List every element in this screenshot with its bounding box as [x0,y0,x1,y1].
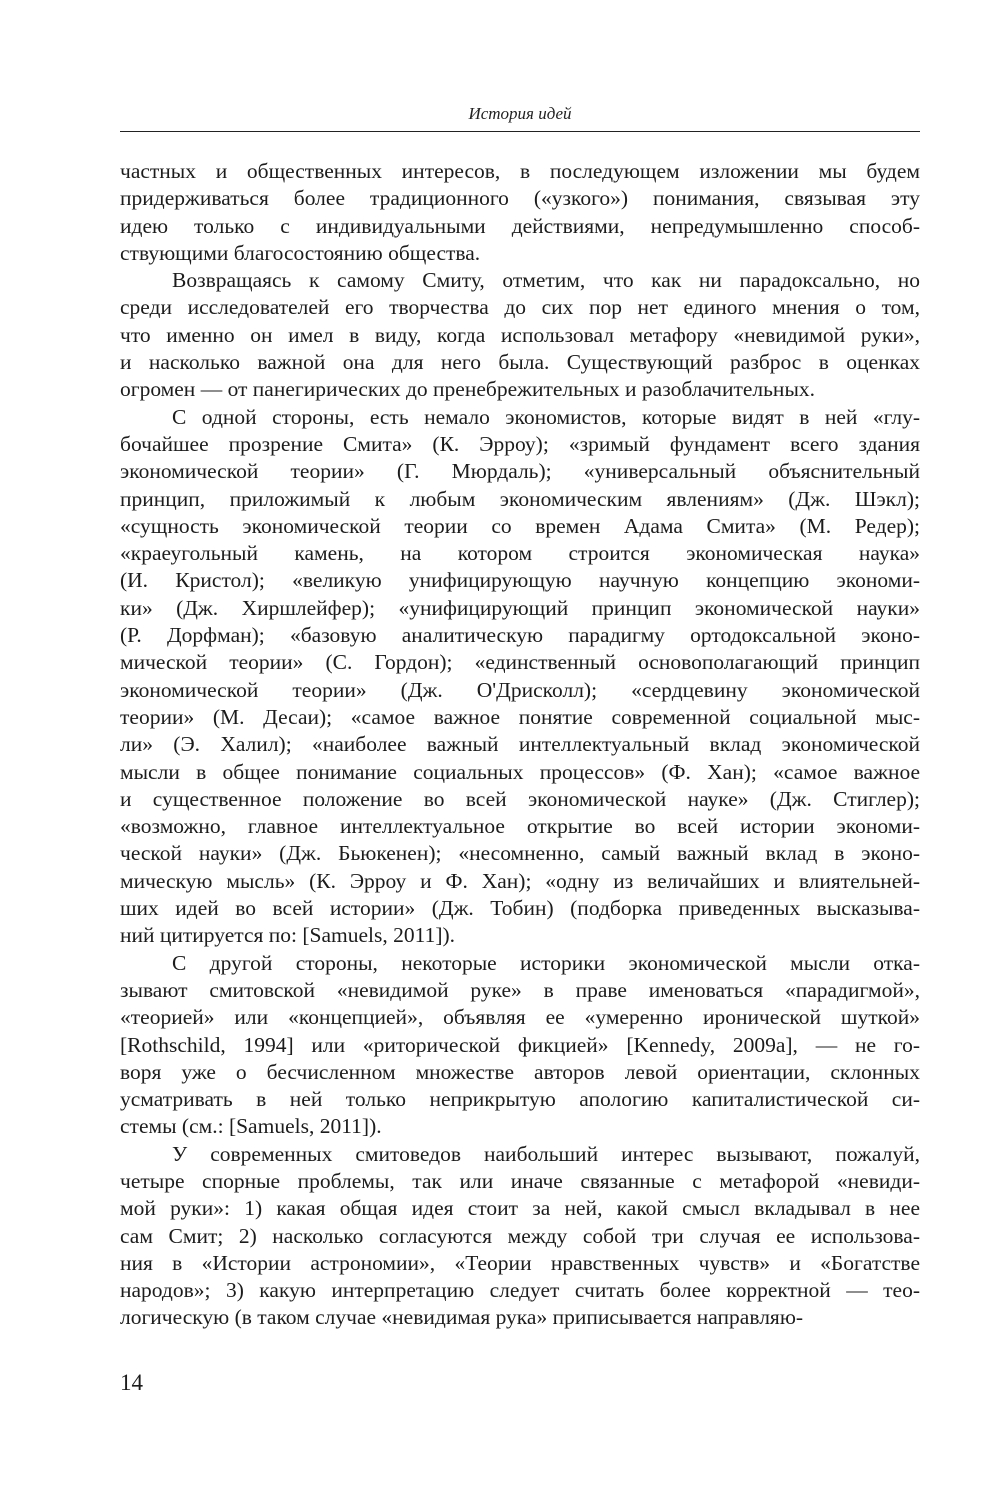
paragraph [120,267,920,403]
text-line: ли» (Э. Халил); «наиболее важный интеллектуальный вклад экономической [120,732,920,757]
text-line: [Rothschild, 1994] или «риторической фикцией» [Kennedy, 2009a], — не го- [120,1032,920,1057]
text-line: ний цитируется по: [Samuels, 2011]). [120,923,456,948]
text-line: (И. Кристол); «великую унифицирующую научную концепцию экономи- [120,568,920,593]
text-line: (Р. Дорфман); «базовую аналитическую парадигму ортодоксальной эконо- [120,623,920,648]
text-line: У современных смитоведов наибольший интерес вызывают, пожалуй, [172,1141,920,1166]
text-line: «возможно, главное интеллектуальное открытие во всей истории экономи- [120,814,920,839]
text-line: «сущность экономической теории со времен Адама Смита» (М. Редер); [120,513,920,538]
text-line: мическую мысль» (К. Эрроу и Ф. Хан); «одну из величайших и влиятельней- [120,868,920,893]
text-line: логическую (в таком случае «невидимая рука» приписывается направляю- [120,1305,804,1330]
text-line: мической теории» (С. Гордон); «единственный основополагающий принцип [120,650,920,675]
text-line: принцип, приложимый к любым экономическим явлениям» (Дж. Шэкл); [120,486,920,511]
text-line: сам Смит; 2) насколько согласуются между собой три случая ее использова- [120,1223,920,1248]
text-line: мой руки»: 1) какая общая идея стоит за ней, какой смысл вкладывал в нее [120,1196,920,1221]
text-line: частных и общественных интересов, в последующем изложении мы будем [120,159,920,183]
text-line: С одной стороны, есть немало экономистов, которые видят в ней «глу- [172,404,920,429]
text-line: усматривать в ней только неприкрытую апологию капиталистической си- [120,1087,920,1112]
text-line: придерживаться более традиционного («узкого») понимания, связывая эту [120,186,920,211]
text-line: ки» (Дж. Хиршлейфер); «унифицирующий принцип экономической науки» [120,595,920,620]
body-text [120,158,920,1332]
page-number: 14 [120,1370,143,1395]
text-line: и существенное положение во всей экономической науке» (Дж. Стиглер); [120,786,920,811]
text-line: ших идей во всей истории» (Дж. Тобин) (подборка приведенных высказыва- [120,896,920,921]
text-line: Возвращаясь к самому Смиту, отметим, что как ни парадоксально, но [172,268,920,293]
text-line: огромен — от панегирических до пренебрежительных и разоблачительных. [120,377,816,402]
paragraph [120,404,920,950]
text-line: стемы (см.: [Samuels, 2011]). [120,1114,382,1139]
paragraph [120,950,920,1141]
text-line: ствующими благосостоянию общества. [120,240,481,265]
text-line: идею только с индивидуальными действиями, непредумышленно способ- [120,213,920,238]
paragraph [120,1141,920,1332]
text-line: теории» (М. Десаи); «самое важное понятие современной социальной мыс- [120,704,920,729]
text-line: ческой науки» (Дж. Бьюкенен); «несомненно, самый важный вклад в эконо- [120,841,920,866]
running-head: История идей [468,104,572,123]
text-line: экономической теории» (Г. Мюрдаль); «универсальный объяснительный [120,459,920,484]
text-line: «краеугольный камень, на котором строится экономическая наука» [120,541,920,566]
text-line: мысли в общее понимание социальных процессов» (Ф. Хан); «самое важное [120,759,920,784]
text-line: С другой стороны, некоторые историки экономической мысли отка- [172,950,920,975]
paragraph [120,158,920,267]
text-line: «теорией» или «концепцией», объявляя ее «умеренно иронической шуткой» [120,1005,920,1030]
text-line: зывают смитовской «невидимой руке» в праве именоваться «парадигмой», [120,977,920,1002]
text-line: воря уже о бесчисленном множестве авторов левой ориентации, склонных [120,1059,920,1084]
text-line: и насколько важной она для него была. Существующий разброс в оценках [120,350,920,375]
text-line: народов»; 3) какую интерпретацию следует считать более корректной — тео- [120,1278,920,1303]
text-line: бочайшее прозрение Смита» (К. Эрроу); «зримый фундамент всего здания [120,431,920,456]
text-line: четыре спорные проблемы, так или иначе связанные с метафорой «невиди- [120,1168,920,1193]
text-line: среди исследователей его творчества до сих пор нет единого мнения о том, [120,295,920,320]
text-line: что именно он имел в виду, когда использовал метафору «невидимой руки», [120,322,920,347]
header-rule [120,131,920,132]
text-line: ния в «Истории астрономии», «Теории нравственных чувств» и «Богатстве [120,1250,920,1275]
text-line: экономической теории» (Дж. О'Дрисколл); «сердцевину экономической [120,677,920,702]
